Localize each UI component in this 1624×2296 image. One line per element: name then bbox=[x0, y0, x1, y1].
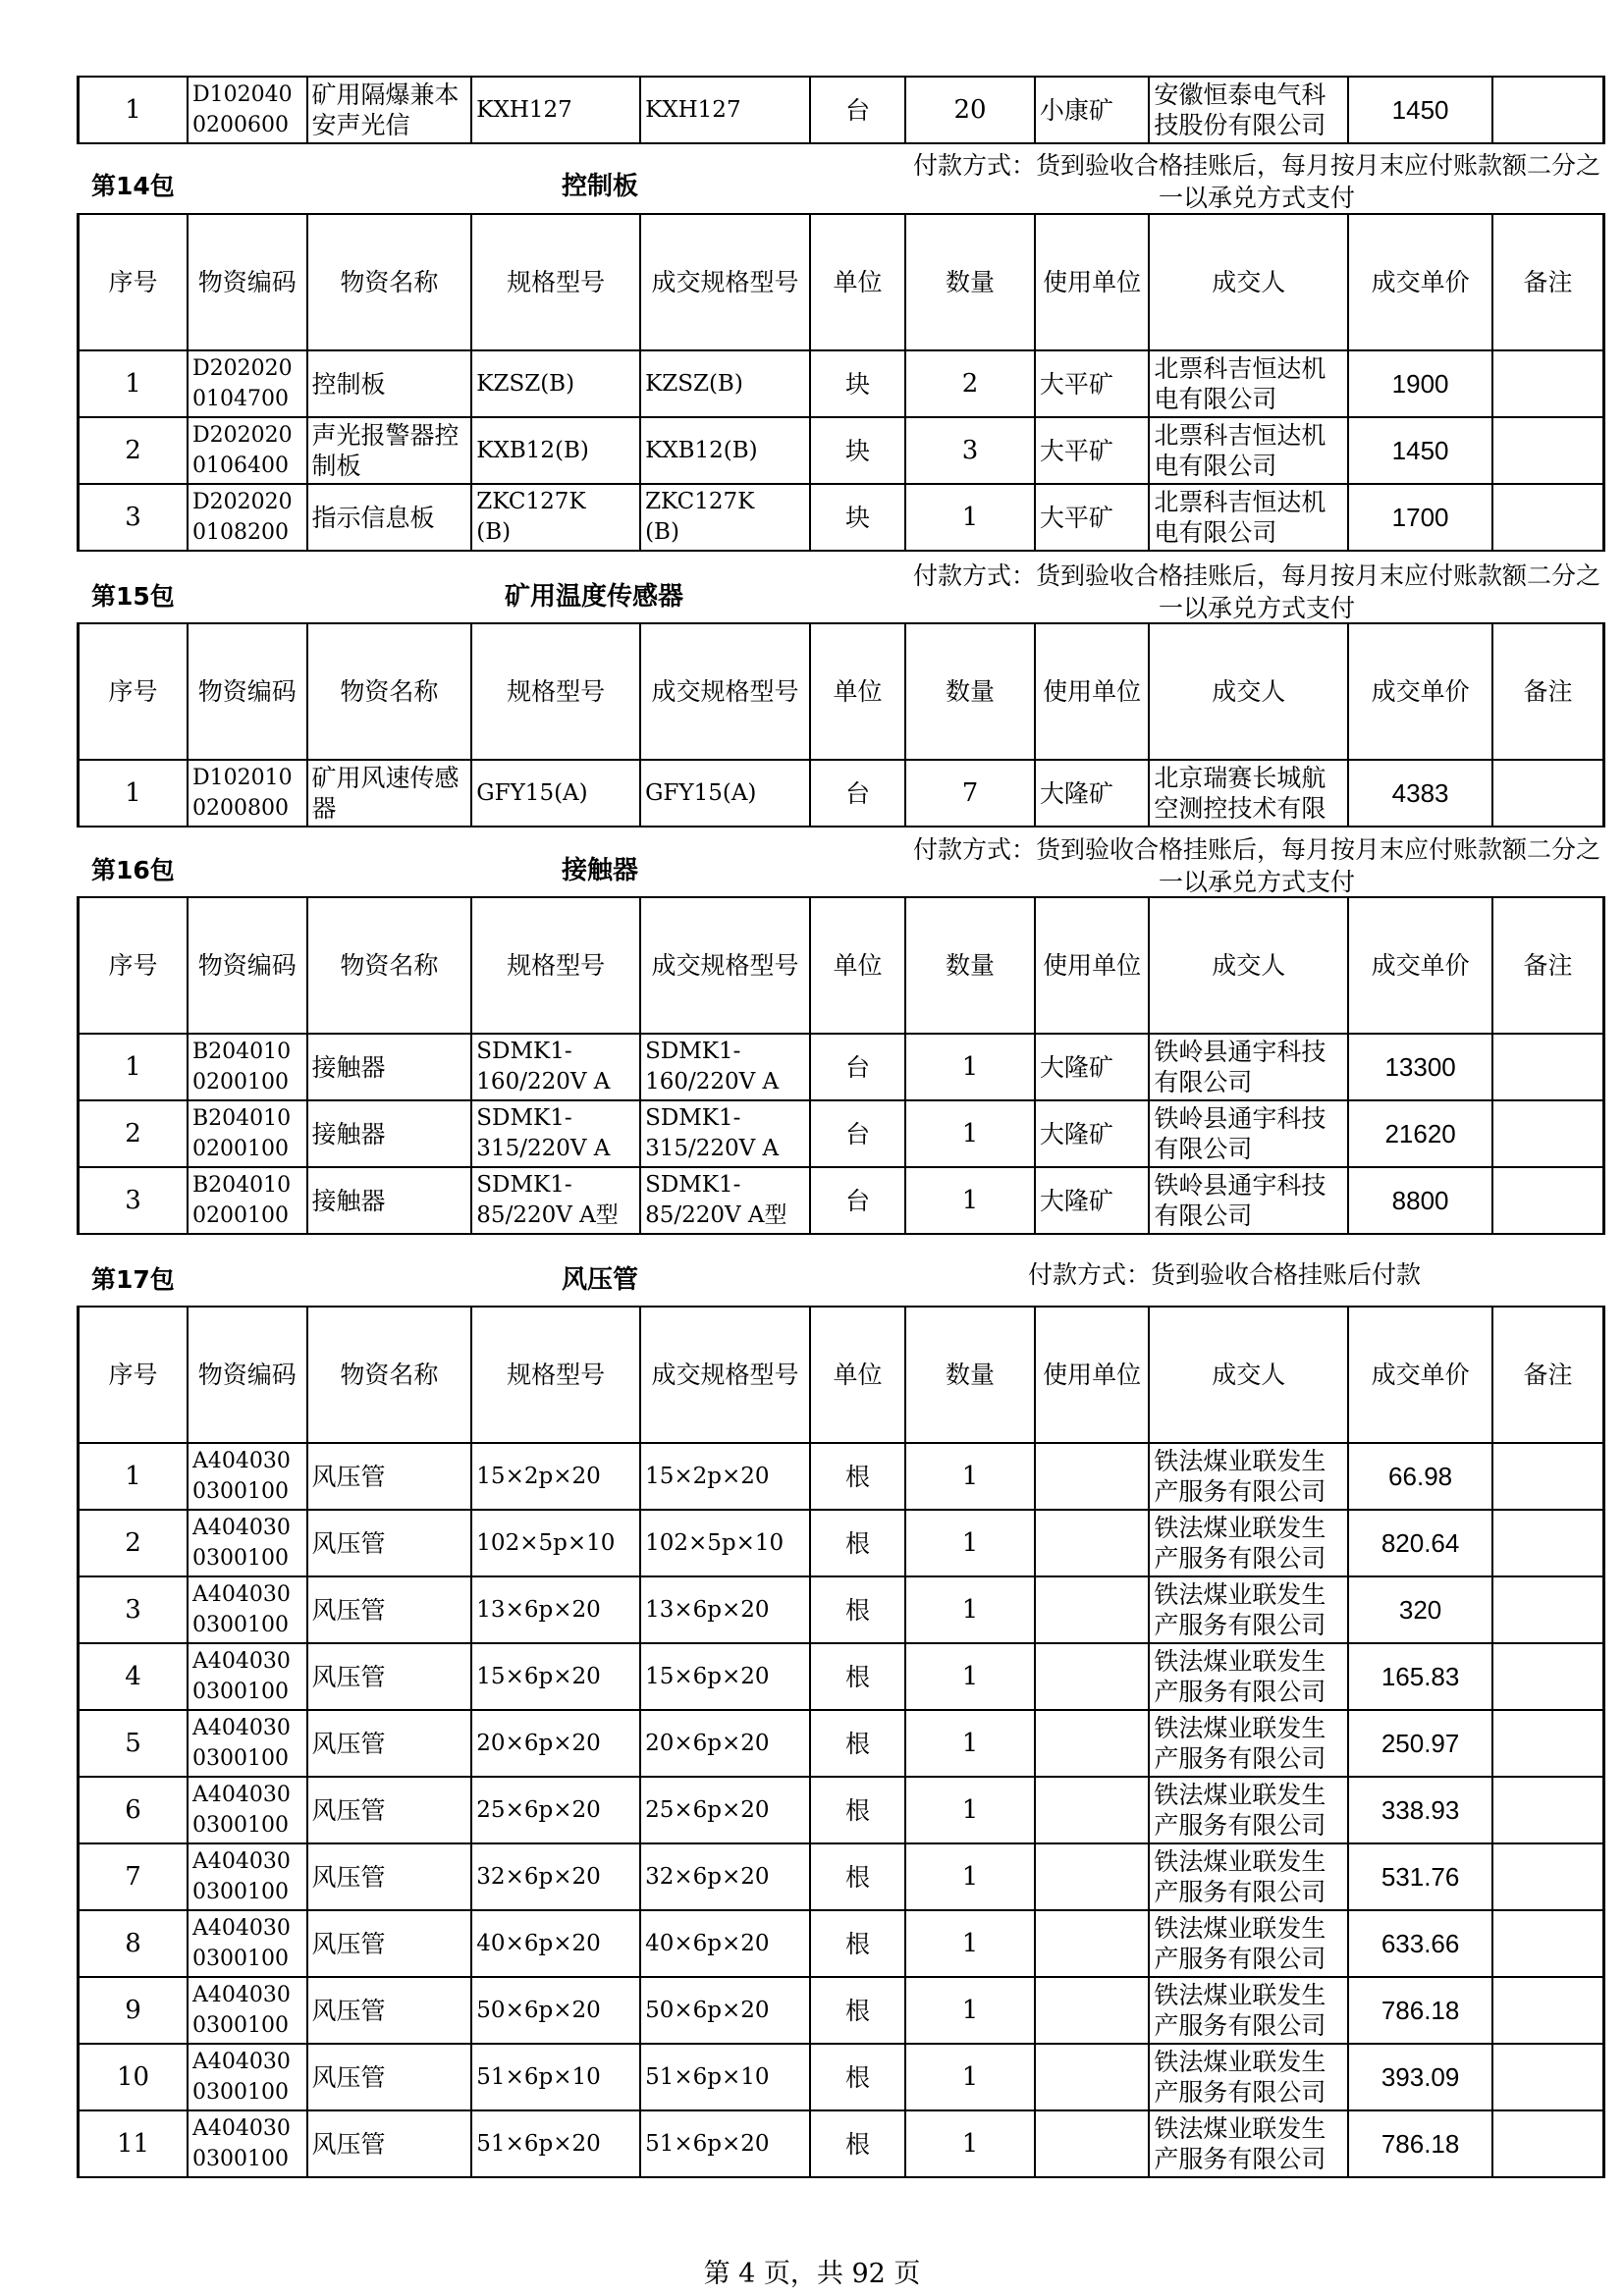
user-cell: 大隆矿 bbox=[1035, 1100, 1150, 1167]
note-cell bbox=[1492, 1777, 1604, 1843]
name-cell: 风压管 bbox=[307, 1977, 472, 2044]
note-cell bbox=[1492, 417, 1604, 484]
qty-cell: 20 bbox=[905, 77, 1035, 143]
unit-cell: 根 bbox=[810, 1910, 905, 1977]
code-cell: D102010 0200800 bbox=[188, 760, 307, 827]
table-row bbox=[79, 2044, 1604, 2110]
column-header: 备注 bbox=[1492, 897, 1604, 1034]
column-header: 数量 bbox=[905, 623, 1035, 760]
spec-cell: 40×6p×20 bbox=[471, 1910, 640, 1977]
qty-cell: 1 bbox=[905, 1910, 1035, 1977]
price-cell: 1700 bbox=[1348, 484, 1492, 551]
unit-cell: 根 bbox=[810, 2110, 905, 2177]
column-header: 成交规格型号 bbox=[640, 897, 810, 1034]
seq-cell: 4 bbox=[79, 1643, 189, 1710]
note-cell bbox=[1492, 77, 1604, 143]
table-row bbox=[79, 1576, 1604, 1643]
note-cell bbox=[1492, 2044, 1604, 2110]
spec-cell: GFY15(A) bbox=[471, 760, 640, 827]
note-cell bbox=[1492, 1576, 1604, 1643]
note-cell bbox=[1492, 350, 1604, 417]
column-header: 单位 bbox=[810, 623, 905, 760]
column-header: 成交单价 bbox=[1348, 214, 1492, 350]
user-cell: 大平矿 bbox=[1035, 350, 1150, 417]
page-footer: 第 4 页，共 92 页 bbox=[703, 2259, 921, 2289]
table-row bbox=[79, 484, 1604, 551]
qty-cell: 1 bbox=[905, 1100, 1035, 1167]
unit-cell: 台 bbox=[810, 77, 905, 143]
deal-spec-cell: 20×6p×20 bbox=[640, 1710, 810, 1777]
payment-terms: 付款方式：货到验收合格挂账后，每月按月末应付账款额二分之一以承兑方式支付 bbox=[912, 835, 1600, 896]
unit-cell: 台 bbox=[810, 760, 905, 827]
column-header: 备注 bbox=[1492, 214, 1604, 350]
table-row bbox=[79, 350, 1604, 417]
user-cell bbox=[1035, 1576, 1150, 1643]
vendor-cell: 铁法煤业联发生产服务有限公司 bbox=[1149, 1843, 1348, 1910]
name-cell: 风压管 bbox=[307, 1843, 472, 1910]
deal-spec-cell: 40×6p×20 bbox=[640, 1910, 810, 1977]
seq-cell: 7 bbox=[79, 1843, 189, 1910]
user-cell bbox=[1035, 2044, 1150, 2110]
vendor-cell: 铁岭县通宇科技有限公司 bbox=[1149, 1034, 1348, 1100]
spec-cell: 51×6p×10 bbox=[471, 2044, 640, 2110]
deal-spec-cell: 15×2p×20 bbox=[640, 1443, 810, 1510]
vendor-cell: 北票科吉恒达机电有限公司 bbox=[1149, 484, 1348, 551]
price-cell: 250.97 bbox=[1348, 1710, 1492, 1777]
qty-cell: 3 bbox=[905, 417, 1035, 484]
spec-cell: ZKC127K (B) bbox=[471, 484, 640, 551]
seq-cell: 1 bbox=[79, 77, 189, 143]
code-cell: B204010 0200100 bbox=[188, 1100, 307, 1167]
price-cell: 66.98 bbox=[1348, 1443, 1492, 1510]
spec-cell: 13×6p×20 bbox=[471, 1576, 640, 1643]
deal-spec-cell: 50×6p×20 bbox=[640, 1977, 810, 2044]
deal-spec-cell: 25×6p×20 bbox=[640, 1777, 810, 1843]
column-header: 成交单价 bbox=[1348, 1307, 1492, 1443]
header-row bbox=[79, 1307, 1604, 1443]
column-header: 规格型号 bbox=[471, 623, 640, 760]
user-cell bbox=[1035, 1443, 1150, 1510]
price-cell: 21620 bbox=[1348, 1100, 1492, 1167]
unit-cell: 台 bbox=[810, 1034, 905, 1100]
spec-cell: 15×2p×20 bbox=[471, 1443, 640, 1510]
vendor-cell: 铁法煤业联发生产服务有限公司 bbox=[1149, 1977, 1348, 2044]
price-cell: 1450 bbox=[1348, 417, 1492, 484]
qty-cell: 1 bbox=[905, 2110, 1035, 2177]
qty-cell: 7 bbox=[905, 760, 1035, 827]
carryover-table bbox=[77, 76, 1605, 144]
deal-spec-cell: ZKC127K (B) bbox=[640, 484, 810, 551]
vendor-cell: 安徽恒泰电气科技股份有限公司 bbox=[1149, 77, 1348, 143]
unit-cell: 根 bbox=[810, 1777, 905, 1843]
seq-cell: 10 bbox=[79, 2044, 189, 2110]
user-cell bbox=[1035, 1510, 1150, 1576]
user-cell: 大平矿 bbox=[1035, 484, 1150, 551]
seq-cell: 11 bbox=[79, 2110, 189, 2177]
seq-cell: 9 bbox=[79, 1977, 189, 2044]
seq-cell: 2 bbox=[79, 417, 189, 484]
unit-cell: 根 bbox=[810, 1843, 905, 1910]
qty-cell: 1 bbox=[905, 1034, 1035, 1100]
vendor-cell: 铁法煤业联发生产服务有限公司 bbox=[1149, 1777, 1348, 1843]
spec-cell: 32×6p×20 bbox=[471, 1843, 640, 1910]
column-header: 单位 bbox=[810, 897, 905, 1034]
seq-cell: 8 bbox=[79, 1910, 189, 1977]
column-header: 成交人 bbox=[1149, 214, 1348, 350]
table-row bbox=[79, 1643, 1604, 1710]
note-cell bbox=[1492, 1034, 1604, 1100]
package-title: 风压管 bbox=[562, 1265, 639, 1295]
column-header: 物资编码 bbox=[188, 214, 307, 350]
code-cell: A404030 0300100 bbox=[188, 1510, 307, 1576]
spec-cell: SDMK1- 315/220V A bbox=[471, 1100, 640, 1167]
spec-cell: 15×6p×20 bbox=[471, 1643, 640, 1710]
qty-cell: 1 bbox=[905, 1977, 1035, 2044]
qty-cell: 1 bbox=[905, 2044, 1035, 2110]
header-row bbox=[79, 897, 1604, 1034]
column-header: 使用单位 bbox=[1035, 1307, 1150, 1443]
note-cell bbox=[1492, 1643, 1604, 1710]
note-cell bbox=[1492, 1843, 1604, 1910]
price-cell: 1900 bbox=[1348, 350, 1492, 417]
deal-spec-cell: 13×6p×20 bbox=[640, 1576, 810, 1643]
spec-cell: 20×6p×20 bbox=[471, 1710, 640, 1777]
column-header: 单位 bbox=[810, 214, 905, 350]
column-header: 单位 bbox=[810, 1307, 905, 1443]
note-cell bbox=[1492, 1710, 1604, 1777]
table-row bbox=[79, 417, 1604, 484]
name-cell: 指示信息板 bbox=[307, 484, 472, 551]
package-table bbox=[77, 213, 1605, 552]
seq-cell: 3 bbox=[79, 1167, 189, 1234]
vendor-cell: 铁法煤业联发生产服务有限公司 bbox=[1149, 2044, 1348, 2110]
name-cell: 接触器 bbox=[307, 1100, 472, 1167]
code-cell: B204010 0200100 bbox=[188, 1034, 307, 1100]
package-label: 第16包 bbox=[91, 856, 175, 884]
table-row bbox=[79, 760, 1604, 827]
name-cell: 声光报警器控制板 bbox=[307, 417, 472, 484]
unit-cell: 台 bbox=[810, 1100, 905, 1167]
column-header: 物资名称 bbox=[307, 214, 472, 350]
column-header: 序号 bbox=[79, 1307, 189, 1443]
deal-spec-cell: 32×6p×20 bbox=[640, 1843, 810, 1910]
price-cell: 338.93 bbox=[1348, 1777, 1492, 1843]
deal-spec-cell: SDMK1- 160/220V A bbox=[640, 1034, 810, 1100]
seq-cell: 1 bbox=[79, 760, 189, 827]
column-header: 成交人 bbox=[1149, 1307, 1348, 1443]
vendor-cell: 铁法煤业联发生产服务有限公司 bbox=[1149, 1910, 1348, 1977]
code-cell: D202020 0106400 bbox=[188, 417, 307, 484]
unit-cell: 台 bbox=[810, 1167, 905, 1234]
column-header: 成交单价 bbox=[1348, 897, 1492, 1034]
seq-cell: 1 bbox=[79, 1034, 189, 1100]
qty-cell: 1 bbox=[905, 1443, 1035, 1510]
package-table bbox=[77, 896, 1605, 1235]
code-cell: A404030 0300100 bbox=[188, 1910, 307, 1977]
price-cell: 820.64 bbox=[1348, 1510, 1492, 1576]
vendor-cell: 北票科吉恒达机电有限公司 bbox=[1149, 417, 1348, 484]
column-header: 成交规格型号 bbox=[640, 214, 810, 350]
column-header: 物资名称 bbox=[307, 623, 472, 760]
column-header: 物资编码 bbox=[188, 1307, 307, 1443]
table-row bbox=[79, 1843, 1604, 1910]
table-row bbox=[79, 77, 1604, 143]
table-row bbox=[79, 1977, 1604, 2044]
column-header: 序号 bbox=[79, 214, 189, 350]
header-row bbox=[79, 623, 1604, 760]
table-row bbox=[79, 1100, 1604, 1167]
user-cell: 大隆矿 bbox=[1035, 760, 1150, 827]
column-header: 使用单位 bbox=[1035, 214, 1150, 350]
deal-spec-cell: KXH127 bbox=[640, 77, 810, 143]
table-row bbox=[79, 1167, 1604, 1234]
name-cell: 控制板 bbox=[307, 350, 472, 417]
deal-spec-cell: 51×6p×20 bbox=[640, 2110, 810, 2177]
spec-cell: 51×6p×20 bbox=[471, 2110, 640, 2177]
price-cell: 531.76 bbox=[1348, 1843, 1492, 1910]
vendor-cell: 北京瑞赛长城航空测控技术有限 bbox=[1149, 760, 1348, 827]
column-header: 使用单位 bbox=[1035, 623, 1150, 760]
note-cell bbox=[1492, 760, 1604, 827]
code-cell: D102040 0200600 bbox=[188, 77, 307, 143]
note-cell bbox=[1492, 484, 1604, 551]
price-cell: 786.18 bbox=[1348, 2110, 1492, 2177]
seq-cell: 3 bbox=[79, 484, 189, 551]
header-row bbox=[79, 214, 1604, 350]
price-cell: 1450 bbox=[1348, 77, 1492, 143]
unit-cell: 根 bbox=[810, 1576, 905, 1643]
payment-terms: 付款方式：货到验收合格挂账后，每月按月末应付账款额二分之一以承兑方式支付 bbox=[912, 151, 1600, 212]
unit-cell: 根 bbox=[810, 1443, 905, 1510]
vendor-cell: 铁法煤业联发生产服务有限公司 bbox=[1149, 1510, 1348, 1576]
name-cell: 风压管 bbox=[307, 1910, 472, 1977]
table-row bbox=[79, 1443, 1604, 1510]
seq-cell: 3 bbox=[79, 1576, 189, 1643]
table-row bbox=[79, 2110, 1604, 2177]
note-cell bbox=[1492, 1167, 1604, 1234]
column-header: 备注 bbox=[1492, 1307, 1604, 1443]
vendor-cell: 铁法煤业联发生产服务有限公司 bbox=[1149, 1443, 1348, 1510]
user-cell: 大平矿 bbox=[1035, 417, 1150, 484]
name-cell: 风压管 bbox=[307, 1710, 472, 1777]
note-cell bbox=[1492, 2110, 1604, 2177]
vendor-cell: 铁法煤业联发生产服务有限公司 bbox=[1149, 1710, 1348, 1777]
unit-cell: 根 bbox=[810, 1710, 905, 1777]
name-cell: 矿用隔爆兼本安声光信 bbox=[307, 77, 472, 143]
user-cell bbox=[1035, 1977, 1150, 2044]
user-cell: 小康矿 bbox=[1035, 77, 1150, 143]
code-cell: A404030 0300100 bbox=[188, 1710, 307, 1777]
column-header: 成交人 bbox=[1149, 623, 1348, 760]
price-cell: 320 bbox=[1348, 1576, 1492, 1643]
column-header: 物资编码 bbox=[188, 897, 307, 1034]
column-header: 成交规格型号 bbox=[640, 1307, 810, 1443]
table-row bbox=[79, 1777, 1604, 1843]
seq-cell: 1 bbox=[79, 350, 189, 417]
payment-terms: 付款方式：货到验收合格挂账后付款 bbox=[1028, 1260, 1422, 1289]
column-header: 物资编码 bbox=[188, 623, 307, 760]
name-cell: 风压管 bbox=[307, 2110, 472, 2177]
price-cell: 165.83 bbox=[1348, 1643, 1492, 1710]
code-cell: A404030 0300100 bbox=[188, 1843, 307, 1910]
deal-spec-cell: 15×6p×20 bbox=[640, 1643, 810, 1710]
deal-spec-cell: 102×5p×10 bbox=[640, 1510, 810, 1576]
unit-cell: 块 bbox=[810, 484, 905, 551]
package-label: 第14包 bbox=[91, 172, 175, 200]
note-cell bbox=[1492, 1977, 1604, 2044]
code-cell: A404030 0300100 bbox=[188, 1777, 307, 1843]
spec-cell: 25×6p×20 bbox=[471, 1777, 640, 1843]
qty-cell: 1 bbox=[905, 1576, 1035, 1643]
deal-spec-cell: KZSZ(B) bbox=[640, 350, 810, 417]
code-cell: D202020 0104700 bbox=[188, 350, 307, 417]
seq-cell: 2 bbox=[79, 1510, 189, 1576]
code-cell: A404030 0300100 bbox=[188, 2044, 307, 2110]
name-cell: 风压管 bbox=[307, 1777, 472, 1843]
vendor-cell: 铁岭县通宇科技有限公司 bbox=[1149, 1100, 1348, 1167]
table-row bbox=[79, 1910, 1604, 1977]
package-table bbox=[77, 1306, 1605, 2178]
note-cell bbox=[1492, 1443, 1604, 1510]
seq-cell: 6 bbox=[79, 1777, 189, 1843]
unit-cell: 根 bbox=[810, 1977, 905, 2044]
name-cell: 接触器 bbox=[307, 1034, 472, 1100]
name-cell: 风压管 bbox=[307, 1576, 472, 1643]
column-header: 规格型号 bbox=[471, 1307, 640, 1443]
deal-spec-cell: GFY15(A) bbox=[640, 760, 810, 827]
seq-cell: 5 bbox=[79, 1710, 189, 1777]
qty-cell: 2 bbox=[905, 350, 1035, 417]
column-header: 备注 bbox=[1492, 623, 1604, 760]
note-cell bbox=[1492, 1910, 1604, 1977]
name-cell: 风压管 bbox=[307, 1443, 472, 1510]
user-cell bbox=[1035, 1843, 1150, 1910]
qty-cell: 1 bbox=[905, 1167, 1035, 1234]
table-row bbox=[79, 1510, 1604, 1576]
column-header: 数量 bbox=[905, 897, 1035, 1034]
price-cell: 393.09 bbox=[1348, 2044, 1492, 2110]
column-header: 成交规格型号 bbox=[640, 623, 810, 760]
code-cell: A404030 0300100 bbox=[188, 2110, 307, 2177]
price-cell: 4383 bbox=[1348, 760, 1492, 827]
vendor-cell: 铁法煤业联发生产服务有限公司 bbox=[1149, 1576, 1348, 1643]
name-cell: 风压管 bbox=[307, 2044, 472, 2110]
vendor-cell: 铁法煤业联发生产服务有限公司 bbox=[1149, 1643, 1348, 1710]
qty-cell: 1 bbox=[905, 1710, 1035, 1777]
user-cell bbox=[1035, 1643, 1150, 1710]
package-label: 第17包 bbox=[91, 1265, 175, 1294]
column-header: 序号 bbox=[79, 623, 189, 760]
spec-cell: 50×6p×20 bbox=[471, 1977, 640, 2044]
qty-cell: 1 bbox=[905, 1777, 1035, 1843]
column-header: 序号 bbox=[79, 897, 189, 1034]
table-row bbox=[79, 1034, 1604, 1100]
column-header: 使用单位 bbox=[1035, 897, 1150, 1034]
column-header: 规格型号 bbox=[471, 897, 640, 1034]
table-row bbox=[79, 1710, 1604, 1777]
code-cell: D202020 0108200 bbox=[188, 484, 307, 551]
qty-cell: 1 bbox=[905, 1510, 1035, 1576]
spec-cell: SDMK1- 85/220V A型 bbox=[471, 1167, 640, 1234]
user-cell bbox=[1035, 2110, 1150, 2177]
vendor-cell: 铁岭县通宇科技有限公司 bbox=[1149, 1167, 1348, 1234]
name-cell: 风压管 bbox=[307, 1510, 472, 1576]
spec-cell: 102×5p×10 bbox=[471, 1510, 640, 1576]
unit-cell: 根 bbox=[810, 2044, 905, 2110]
deal-spec-cell: KXB12(B) bbox=[640, 417, 810, 484]
deal-spec-cell: SDMK1- 85/220V A型 bbox=[640, 1167, 810, 1234]
column-header: 物资名称 bbox=[307, 1307, 472, 1443]
spec-cell: KZSZ(B) bbox=[471, 350, 640, 417]
code-cell: A404030 0300100 bbox=[188, 1443, 307, 1510]
name-cell: 接触器 bbox=[307, 1167, 472, 1234]
user-cell: 大隆矿 bbox=[1035, 1167, 1150, 1234]
unit-cell: 块 bbox=[810, 350, 905, 417]
package-title: 控制板 bbox=[562, 172, 639, 201]
package-label: 第15包 bbox=[91, 582, 175, 611]
package-table bbox=[77, 622, 1605, 828]
spec-cell: KXB12(B) bbox=[471, 417, 640, 484]
price-cell: 633.66 bbox=[1348, 1910, 1492, 1977]
spec-cell: SDMK1- 160/220V A bbox=[471, 1034, 640, 1100]
unit-cell: 块 bbox=[810, 417, 905, 484]
column-header: 物资名称 bbox=[307, 897, 472, 1034]
user-cell bbox=[1035, 1777, 1150, 1843]
code-cell: B204010 0200100 bbox=[188, 1167, 307, 1234]
price-cell: 8800 bbox=[1348, 1167, 1492, 1234]
spec-cell: KXH127 bbox=[471, 77, 640, 143]
code-cell: A404030 0300100 bbox=[188, 1576, 307, 1643]
unit-cell: 根 bbox=[810, 1643, 905, 1710]
unit-cell: 根 bbox=[810, 1510, 905, 1576]
package-title: 接触器 bbox=[562, 856, 639, 885]
vendor-cell: 北票科吉恒达机电有限公司 bbox=[1149, 350, 1348, 417]
package-title: 矿用温度传感器 bbox=[505, 582, 684, 612]
deal-spec-cell: 51×6p×10 bbox=[640, 2044, 810, 2110]
qty-cell: 1 bbox=[905, 484, 1035, 551]
payment-terms: 付款方式：货到验收合格挂账后，每月按月末应付账款额二分之一以承兑方式支付 bbox=[912, 561, 1600, 622]
user-cell bbox=[1035, 1910, 1150, 1977]
vendor-cell: 铁法煤业联发生产服务有限公司 bbox=[1149, 2110, 1348, 2177]
note-cell bbox=[1492, 1510, 1604, 1576]
column-header: 数量 bbox=[905, 214, 1035, 350]
price-cell: 13300 bbox=[1348, 1034, 1492, 1100]
column-header: 成交单价 bbox=[1348, 623, 1492, 760]
column-header: 数量 bbox=[905, 1307, 1035, 1443]
seq-cell: 2 bbox=[79, 1100, 189, 1167]
seq-cell: 1 bbox=[79, 1443, 189, 1510]
code-cell: A404030 0300100 bbox=[188, 1643, 307, 1710]
column-header: 成交人 bbox=[1149, 897, 1348, 1034]
name-cell: 风压管 bbox=[307, 1643, 472, 1710]
qty-cell: 1 bbox=[905, 1643, 1035, 1710]
user-cell: 大隆矿 bbox=[1035, 1034, 1150, 1100]
qty-cell: 1 bbox=[905, 1843, 1035, 1910]
user-cell bbox=[1035, 1710, 1150, 1777]
column-header: 规格型号 bbox=[471, 214, 640, 350]
name-cell: 矿用风速传感器 bbox=[307, 760, 472, 827]
price-cell: 786.18 bbox=[1348, 1977, 1492, 2044]
code-cell: A404030 0300100 bbox=[188, 1977, 307, 2044]
deal-spec-cell: SDMK1- 315/220V A bbox=[640, 1100, 810, 1167]
note-cell bbox=[1492, 1100, 1604, 1167]
